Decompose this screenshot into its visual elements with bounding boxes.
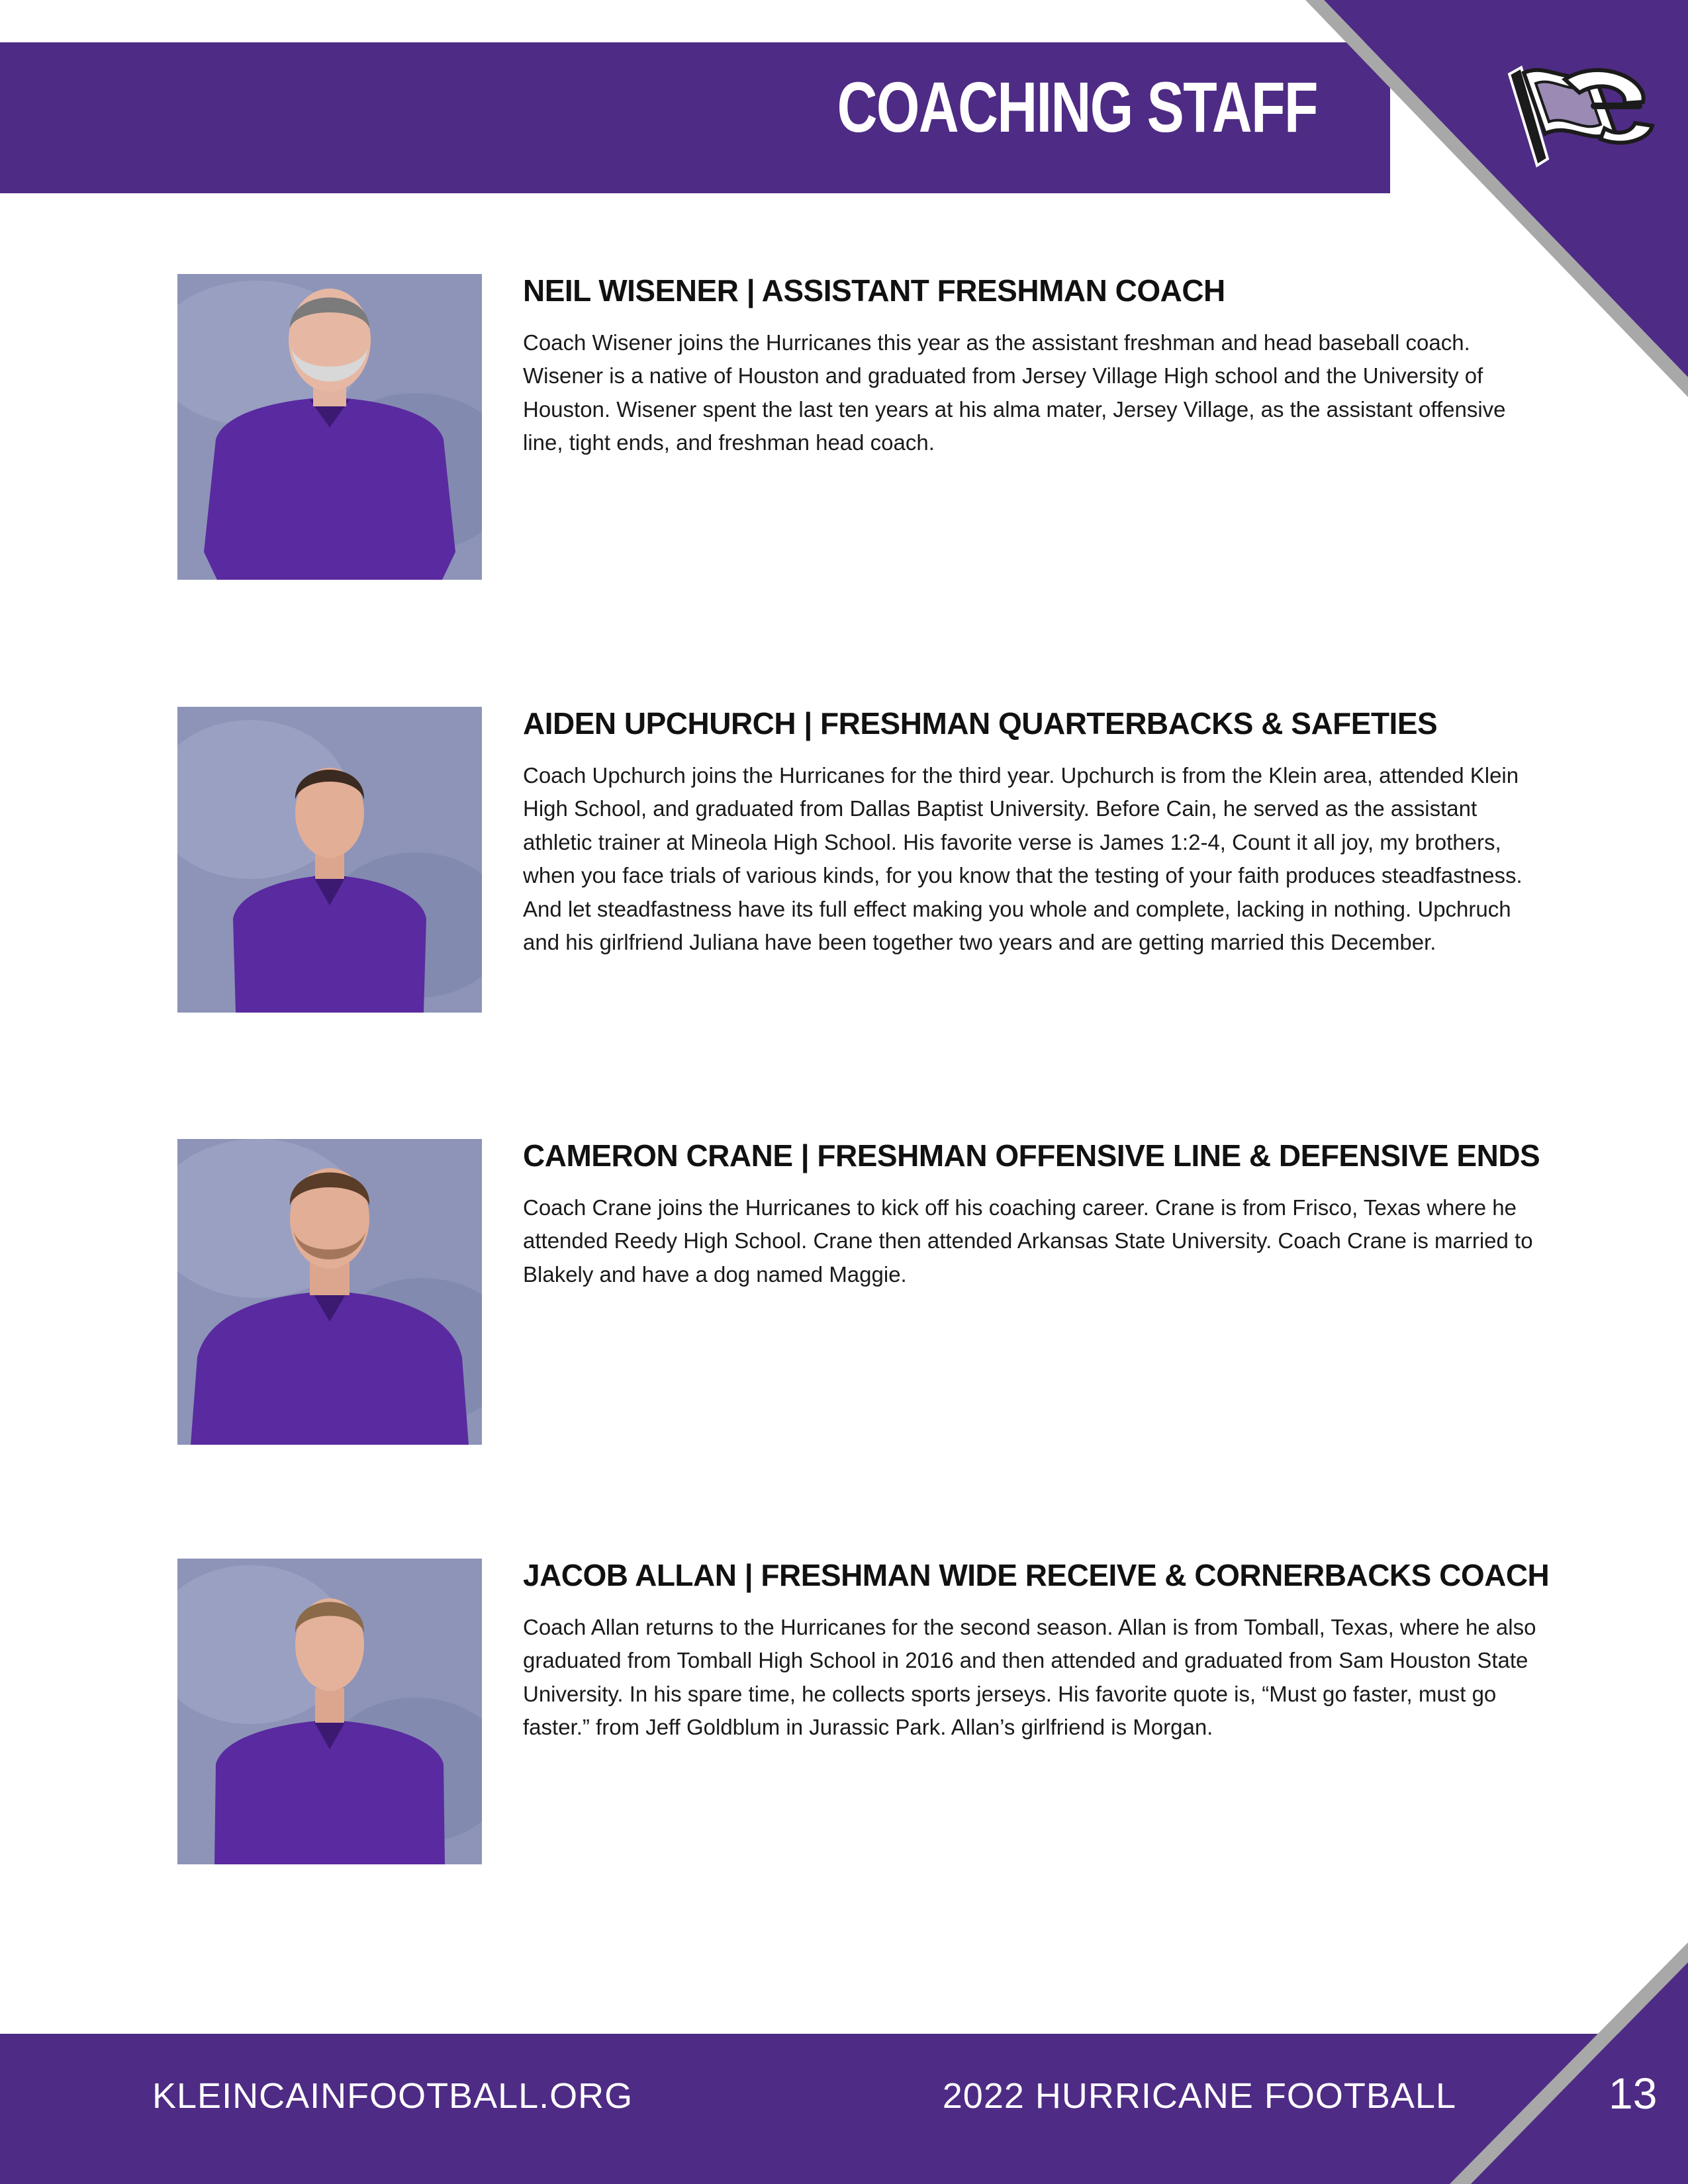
- cain-flag-logo-icon: [1501, 60, 1655, 179]
- coach-photo: [177, 1559, 482, 1864]
- coach-info: [523, 1139, 1688, 1291]
- footer-website: KLEINCAINFOOTBALL.ORG: [152, 2076, 633, 2116]
- coach-portrait-photo: [177, 1139, 482, 1445]
- coach-info: [523, 1559, 1688, 1745]
- page-number: 13: [1609, 2069, 1658, 2118]
- coach-photo: [177, 707, 482, 1013]
- coach-bio: Coach Upchurch joins the Hurricanes for the third year. Upchurch is from the Klein area, attended Klein High School, and graduated from Dallas Baptist University. Before Cain, he served as the assistant athletic trainer at Mineola High School. His favorite verse is James 1:2-4, Count it all joy, my brothers, when you face trials of various kinds, for you know that the testing of your faith produces steadfastness. And let steadfastness have its full effect making you whole and complete, lacking in nothing. Upchruch and his girlfriend Juliana have been together two years and are getting married this December.: [523, 762, 1523, 955]
- coach-photo: [177, 274, 482, 580]
- coach-portrait-photo: [177, 707, 482, 1013]
- coach-bio: Coach Allan returns to the Hurricanes for the second season. Allan is from Tomball, Texas, where he also graduated from Tomball High School in 2016 and then attended and graduated from Sam Houston State University. In his spare time, he collects sports jerseys. His favorite quote is, “Must go faster, must go faster.” from Jeff Goldblum in Jurassic Park. Allan’s girlfriend is Morgan.: [523, 1614, 1536, 1740]
- coach-portrait-photo: [177, 274, 482, 580]
- coach-name-title: CAMERON CRANE | FRESHMAN OFFENSIVE LINE & DEFENSIVE ENDS: [523, 1138, 1540, 1173]
- coach-photo: [177, 1139, 482, 1445]
- coach-info: [523, 707, 1688, 960]
- coach-bio: Coach Wisener joins the Hurricanes this year as the assistant freshman and head baseball coach. Wisener is a native of Houston and graduated from Jersey Village High school and the University of Houston. Wisener spent the last ten years at his alma mater, Jersey Village, as the assistant offensive line, tight ends, and freshman head coach.: [523, 330, 1506, 455]
- coach-name-title: AIDEN UPCHURCH | FRESHMAN QUARTERBACKS & SAFETIES: [523, 706, 1438, 741]
- page-title: COACHING STAFF: [837, 67, 1317, 147]
- coach-name-title: NEIL WISENER | ASSISTANT FRESHMAN COACH: [523, 273, 1225, 308]
- coach-name-title: JACOB ALLAN | FRESHMAN WIDE RECEIVE & CORNERBACKS COACH: [523, 1558, 1550, 1592]
- coach-bio: Coach Crane joins the Hurricanes to kick off his coaching career. Crane is from Frisco, Texas where he attended Reedy High School. Crane then attended Arkansas State University. Coach Crane is married to Blakely and have a dog named Maggie.: [523, 1195, 1533, 1287]
- coach-info: [523, 274, 1688, 460]
- footer-publication: 2022 HURRICANE FOOTBALL: [942, 2076, 1456, 2116]
- coach-portrait-photo: [177, 1559, 482, 1864]
